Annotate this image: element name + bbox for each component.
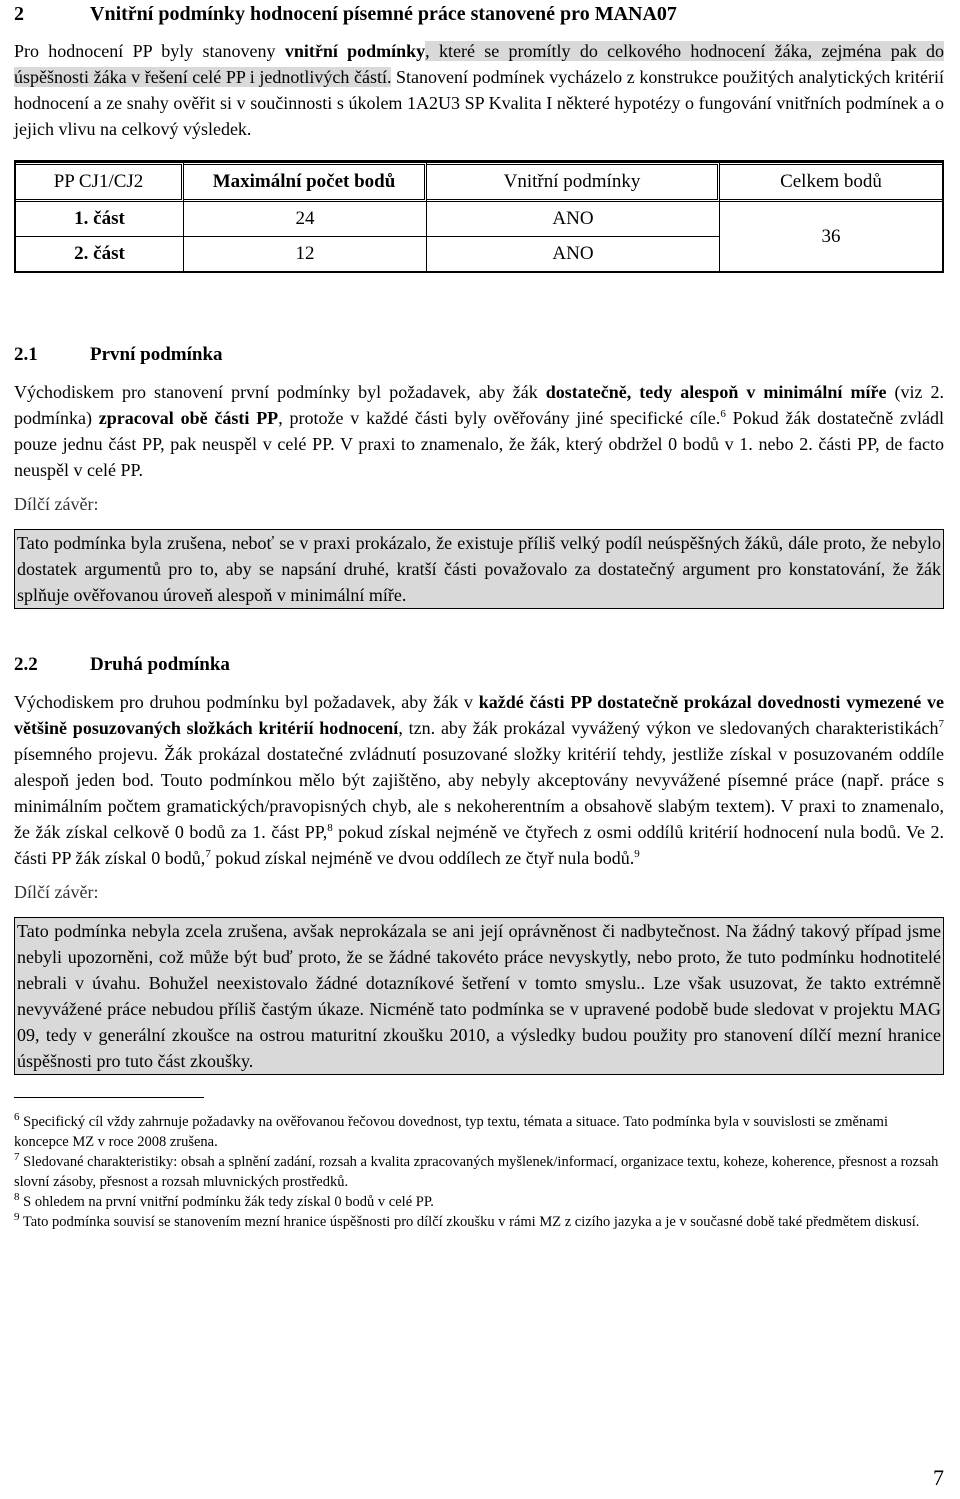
conclusion-box bbox=[14, 529, 944, 609]
conditions-table bbox=[14, 160, 944, 273]
intro-paragraph bbox=[14, 38, 944, 142]
document-page bbox=[14, 0, 944, 1232]
section-heading bbox=[14, 0, 944, 26]
section-number: 2 bbox=[14, 3, 24, 25]
subsection-title: Druhá podmínka bbox=[90, 654, 230, 675]
table-header: Vnitřní podmínky bbox=[427, 162, 720, 202]
partial-conclusion-label: Dílčí závěr: bbox=[14, 882, 99, 902]
footnote bbox=[14, 1152, 944, 1192]
footnote-ref: 8 bbox=[327, 822, 333, 834]
footnote-text: Sledované charakteristiky: obsah a splnění zadání, rozsah a kvalita zpracovaných myšlenek/informací, organizace textu, koheze, koherence, přesnost a rozsah slovní zásoby, přesnost a rozsah mluvnických prostředků. bbox=[14, 1154, 939, 1190]
footnote-ref: 9 bbox=[634, 848, 640, 860]
footnote-ref: 6 bbox=[720, 408, 726, 420]
body-paragraph bbox=[14, 689, 944, 871]
footnote-number: 6 bbox=[14, 1111, 20, 1124]
bold-text: dostatečně, tedy alespoň v minimální míře bbox=[545, 382, 887, 402]
text: , tzn. aby žák prokázal vyvážený výkon ve sledovaných charakteristikách bbox=[398, 718, 939, 738]
partial-conclusion-label: Dílčí závěr: bbox=[14, 494, 99, 514]
bold-text: každé části PP dostatečně prokázal dovednosti vymezené ve většině posuzovaných složkách kritérií hodnocení bbox=[14, 692, 944, 738]
text: , protože v každé části byly ověřovány jiné specifické cíle. bbox=[278, 408, 721, 428]
conclusion-box bbox=[14, 917, 944, 1075]
conclusion-text: Tato podmínka nebyla zcela zrušena, avšak neprokázala se ani její oprávněnost či nadbytečnost. Na žádný takový případ jsme nebyli upozorněni, což může být buď proto, že se žádné takovéto práce nevyskytly, nebo proto, že tuto podmínku hodnotitelé nebrali v úvahu. Bohužel neexistovalo žádné dotazníkové šetření v tomto smyslu.. Lze však usuzovat, že takto extrémně nevyvážené práce nebudou příliš častým úkaze. Nicméně tato podmínka se v upravené podobě bude sledovat v projektu MAG 09, tedy v generální zkoušce na ostrou maturitní zkoušku 2010, a výsledky budou použity pro stanovení dílčí mezní hranice úspěšnosti pro tuto část zkoušky. bbox=[17, 921, 941, 1071]
footnote bbox=[14, 1212, 944, 1232]
conclusion-text: Tato podmínka byla zrušena, neboť se v praxi prokázalo, že existuje příliš velký podíl neúspěšných žáků, dále proto, že nebylo dostatek argumentů pro to, aby se napsání druhé, kratší části považovalo za dostatečný argument pro konstatování, že žák splňuje ověřovanou úroveň alespoň v minimální míře. bbox=[17, 533, 941, 605]
subsection-heading bbox=[14, 653, 944, 677]
subsection-heading bbox=[14, 343, 944, 367]
table-header: PP CJ1/CJ2 bbox=[16, 162, 184, 202]
footnote-text: Specifický cíl vždy zahrnuje požadavky na ověřovanou řečovou dovednost, typ textu, témata a situace. Tato podmínka byla v souvislosti se změnami koncepce MZ v roce 2008 zrušena. bbox=[14, 1114, 888, 1150]
table-cell: ANO bbox=[427, 202, 720, 237]
table-cell: ANO bbox=[427, 237, 720, 271]
intro-text-1: Pro hodnocení PP byly stanoveny bbox=[14, 41, 285, 61]
footnote-ref: 7 bbox=[938, 718, 944, 730]
table-cell: 2. část bbox=[16, 237, 184, 271]
table-cell: 12 bbox=[184, 237, 427, 271]
table-cell: 1. část bbox=[16, 202, 184, 237]
table-header: Celkem bodů bbox=[720, 162, 942, 202]
footnote-number: 8 bbox=[14, 1191, 20, 1204]
section-title: Vnitřní podmínky hodnocení písemné práce stanovené pro MANA07 bbox=[90, 3, 677, 25]
text: Východiskem pro stanovení první podmínky byl požadavek, aby žák bbox=[14, 382, 546, 402]
subsection-title: První podmínka bbox=[90, 344, 223, 365]
page-number: 7 bbox=[933, 1465, 944, 1490]
footnote-number: 7 bbox=[14, 1151, 20, 1164]
footnote-ref: 7 bbox=[205, 848, 211, 860]
footnote-separator bbox=[14, 1097, 204, 1098]
footnote-text: Tato podmínka souvisí se stanovením mezní hranice úspěšnosti pro dílčí zkoušku v rámi MZ z cizího jazyka a je v současné době také předmětem diskusí. bbox=[19, 1214, 920, 1230]
table-header-row bbox=[16, 162, 942, 202]
subsection-number: 2.2 bbox=[14, 654, 38, 675]
bold-text: zpracoval obě části PP bbox=[98, 408, 279, 428]
footnotes bbox=[14, 1112, 944, 1232]
text: písemného projevu. Žák prokázal dostatečné zvládnutí posuzované složky kritérií tehdy, jestliže získal v posuzovaném oddíle alespoň jeden bod. Touto podmínkou mělo být zajištěno, aby nebyly akceptovány nevyvážené písemné práce (např. práce s minimálním počtem gramatických/pravopisných chyb, ale s nekoherentním a obsahově slabým textem). V praxi to znamenalo, že žák získal celkově 0 bodů za 1. část PP, bbox=[14, 744, 944, 842]
subsection-number: 2.1 bbox=[14, 344, 38, 365]
footnote-text: S ohledem na první vnitřní podmínku žák tedy získal 0 bodů v celé PP. bbox=[19, 1194, 434, 1210]
footnote-number: 9 bbox=[14, 1211, 20, 1224]
text: (viz 2. podmínka) bbox=[14, 382, 945, 428]
footnote bbox=[14, 1112, 944, 1152]
text: pokud získal nejméně ve čtyřech z osmi oddílů kritérií hodnocení nula bodů. Ve 2. části PP žák získal 0 bodů, bbox=[14, 822, 944, 868]
body-paragraph bbox=[14, 379, 944, 483]
intro-text-2: , které se promítly do celkového hodnocení žáka, zejména pak do úspěšnosti žáka v řešení celé PP i jednotlivých částí. bbox=[14, 41, 944, 87]
table-cell-total: 36 bbox=[821, 225, 841, 247]
footnote bbox=[14, 1192, 944, 1212]
text: Východiskem pro druhou podmínku byl požadavek, aby žák v bbox=[14, 692, 479, 712]
table-row bbox=[16, 202, 942, 237]
table-header-text: Maximální počet bodů bbox=[212, 171, 396, 192]
text: Pokud žák dostatečně zvládl pouze jednu část PP, pak neuspěl v celé PP. V praxi to znamenalo, že žák, který obdržel 0 bodů v 1. nebo 2. části PP, de facto neuspěl v celé PP. bbox=[14, 408, 944, 480]
text: pokud získal nejméně ve dvou oddílech ze čtyř nula bodů. bbox=[210, 848, 635, 868]
intro-bold: vnitřní podmínky bbox=[284, 41, 426, 61]
table-cell: 24 bbox=[184, 202, 427, 237]
intro-text-3: Stanovení podmínek vycházelo z konstrukce použitých analytických kritérií hodnocení a ze snahy ověřit si v součinnosti s úkolem 1A2U3 SP Kvalita I některé hypotézy o fungování vnitřních podmínek a o jejich vlivu na celkový výsledek. bbox=[14, 67, 944, 139]
table-header bbox=[184, 162, 427, 202]
